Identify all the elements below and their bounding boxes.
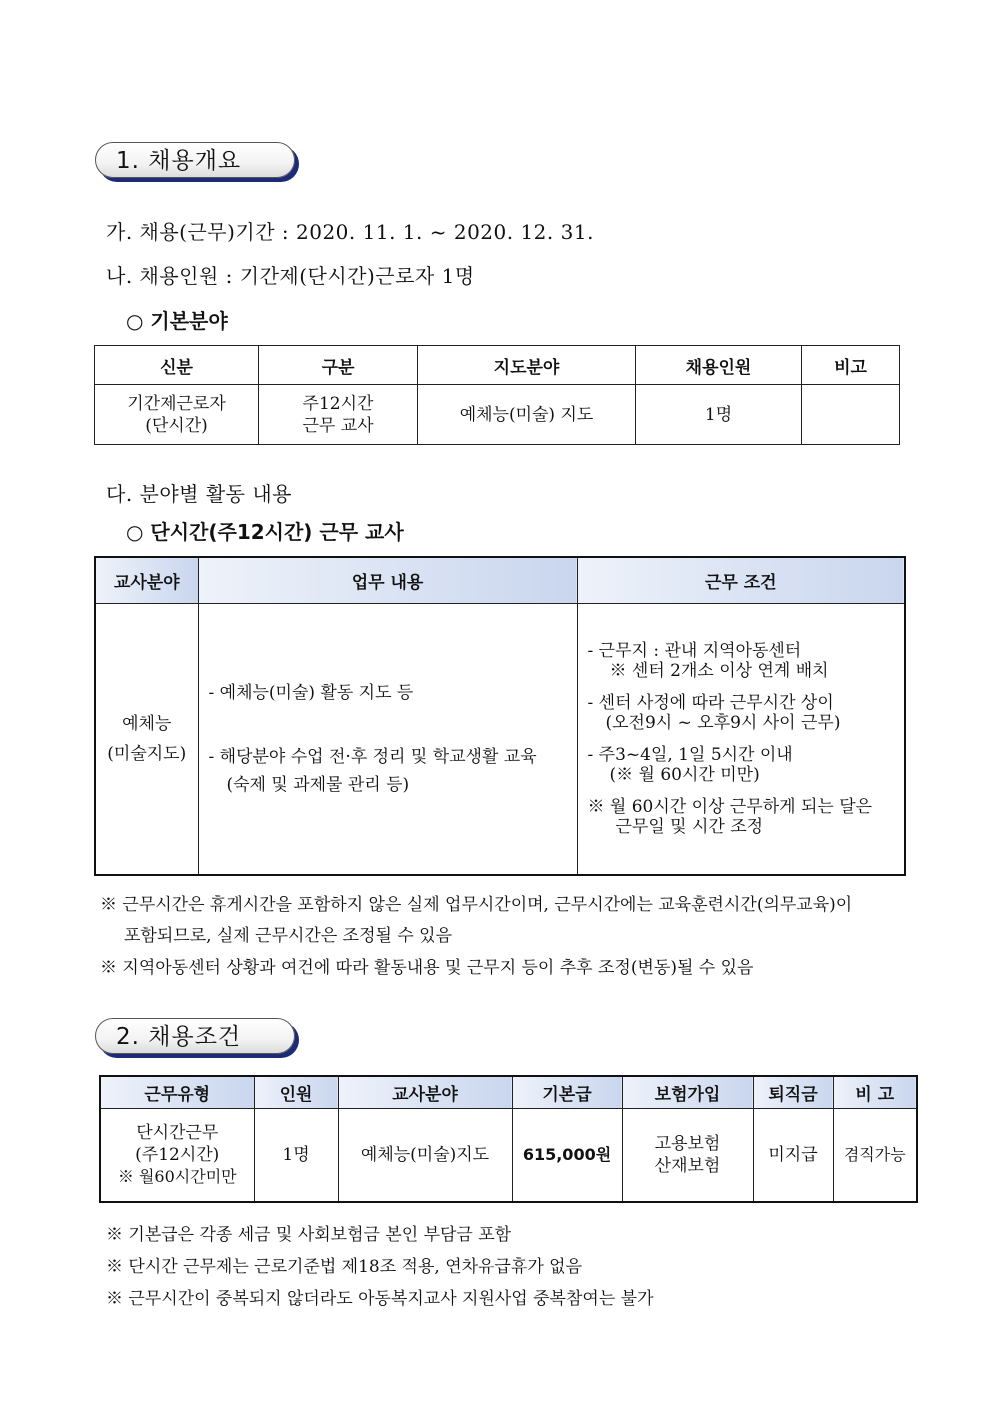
activity-content-line: 다. 분야별 활동 내용	[106, 482, 292, 506]
table1-header-status: 신분	[95, 346, 259, 385]
condition-item: ※ 센터 2개소 이상 연계 배치	[609, 660, 829, 681]
table2-cell-field	[95, 603, 198, 875]
table1-cell-status	[95, 385, 259, 445]
table3-header-remark: 비 고	[833, 1076, 917, 1108]
note-2: ※ 지역아동센터 상황과 여건에 따라 활동내용 및 근무지 등이 추후 조정(변동)될 수 있음	[100, 958, 754, 978]
condition-item: (오전9시 ~ 오후9시 사이 근무)	[605, 712, 841, 733]
table3-header-field: 교사분야	[338, 1076, 512, 1108]
insurance-line-2: 산재보험	[654, 1155, 721, 1176]
table1-header-type: 구분	[259, 346, 418, 385]
table1-cell-count: 1명	[636, 385, 802, 445]
table2-header-conditions: 근무 조건	[577, 557, 905, 603]
type-line-2: 근무 교사	[302, 415, 374, 436]
table3-cell-count: 1명	[254, 1108, 338, 1202]
condition-item: (※ 월 60시간 미만)	[609, 764, 760, 785]
table3-cell-insurance	[622, 1108, 753, 1202]
table2-header-duties: 업무 내용	[198, 557, 577, 603]
table1-header-field: 지도분야	[418, 346, 636, 385]
condition-item: - 주3~4일, 1일 5시간 이내	[587, 744, 793, 765]
note-1b: 포함되므로, 실제 근무시간은 조정될 수 있음	[124, 926, 453, 946]
insurance-line-1: 고용보험	[654, 1133, 721, 1154]
table2-cell-conditions	[577, 603, 905, 875]
activity-table	[94, 556, 906, 876]
recruit-period-line: 가. 채용(근무)기간 : 2020. 11. 1. ~ 2020. 12. 31.	[106, 220, 594, 244]
table3-cell-type	[100, 1108, 254, 1202]
table3-header-type: 근무유형	[100, 1076, 254, 1108]
status-line-1: 기간제근로자	[127, 393, 226, 414]
table3-cell-remark: 겸직가능	[833, 1108, 917, 1202]
table3-cell-field: 예체능(미술)지도	[338, 1108, 512, 1202]
field-line-1: 예체능	[122, 713, 172, 734]
conditions-table	[99, 1075, 918, 1203]
table1-cell-type	[259, 385, 418, 445]
condition-item: - 센터 사정에 따라 근무시간 상이	[587, 692, 834, 713]
table3-header-insurance: 보험가입	[622, 1076, 753, 1108]
table3-header-salary: 기본급	[512, 1076, 622, 1108]
note-4: ※ 단시간 근무제는 근로기준법 제18조 적용, 연차유급휴가 없음	[106, 1257, 582, 1277]
type-line-1: 단시간근무	[136, 1122, 219, 1143]
table3-cell-salary: 615,000원	[512, 1108, 622, 1202]
table2-header-field: 교사분야	[95, 557, 198, 603]
table1-cell-note	[802, 385, 900, 445]
duty-item: - 해당분야 수업 전·후 정리 및 학교생활 교육	[208, 746, 537, 767]
table1-header-count: 채용인원	[636, 346, 802, 385]
recruit-count-line: 나. 채용인원 : 기간제(단시간)근로자 1명	[106, 264, 475, 288]
table1-cell-field: 예체능(미술) 지도	[418, 385, 636, 445]
table3-header-severance: 퇴직금	[753, 1076, 833, 1108]
status-line-2: (단시간)	[145, 415, 208, 436]
condition-item: - 근무지 : 관내 지역아동센터	[587, 640, 802, 661]
condition-item: 근무일 및 시간 조정	[615, 816, 764, 837]
section-1-title: 1. 채용개요	[95, 142, 295, 178]
table3-header-count: 인원	[254, 1076, 338, 1108]
note-3: ※ 기본급은 각종 세금 및 사회보험금 본인 부담금 포함	[106, 1225, 512, 1245]
duty-item: (숙제 및 과제물 관리 등)	[226, 774, 410, 795]
section-2-title: 2. 채용조건	[95, 1018, 295, 1054]
note-5: ※ 근무시간이 중복되지 않더라도 아동복지교사 지원사업 중복참여는 불가	[106, 1289, 654, 1309]
table3-cell-severance: 미지급	[753, 1108, 833, 1202]
parttime-heading: ○ 단시간(주12시간) 근무 교사	[126, 520, 404, 544]
table2-cell-duties	[198, 603, 577, 875]
condition-item: ※ 월 60시간 이상 근무하게 되는 달은	[587, 796, 873, 817]
duty-item: - 예체능(미술) 활동 지도 등	[208, 682, 414, 703]
field-line-2: (미술지도)	[107, 743, 187, 764]
type-line-2: (주12시간)	[135, 1144, 220, 1165]
type-line-3: ※ 월60시간미만	[117, 1166, 237, 1186]
table1-header-note: 비고	[802, 346, 900, 385]
note-1a: ※ 근무시간은 휴게시간을 포함하지 않은 실제 업무시간이며, 근무시간에는 교육훈련시간(의무교육)이	[100, 895, 853, 915]
type-line-1: 주12시간	[302, 393, 374, 414]
basic-field-heading: ○ 기본분야	[126, 309, 228, 333]
basic-field-table	[94, 345, 900, 445]
